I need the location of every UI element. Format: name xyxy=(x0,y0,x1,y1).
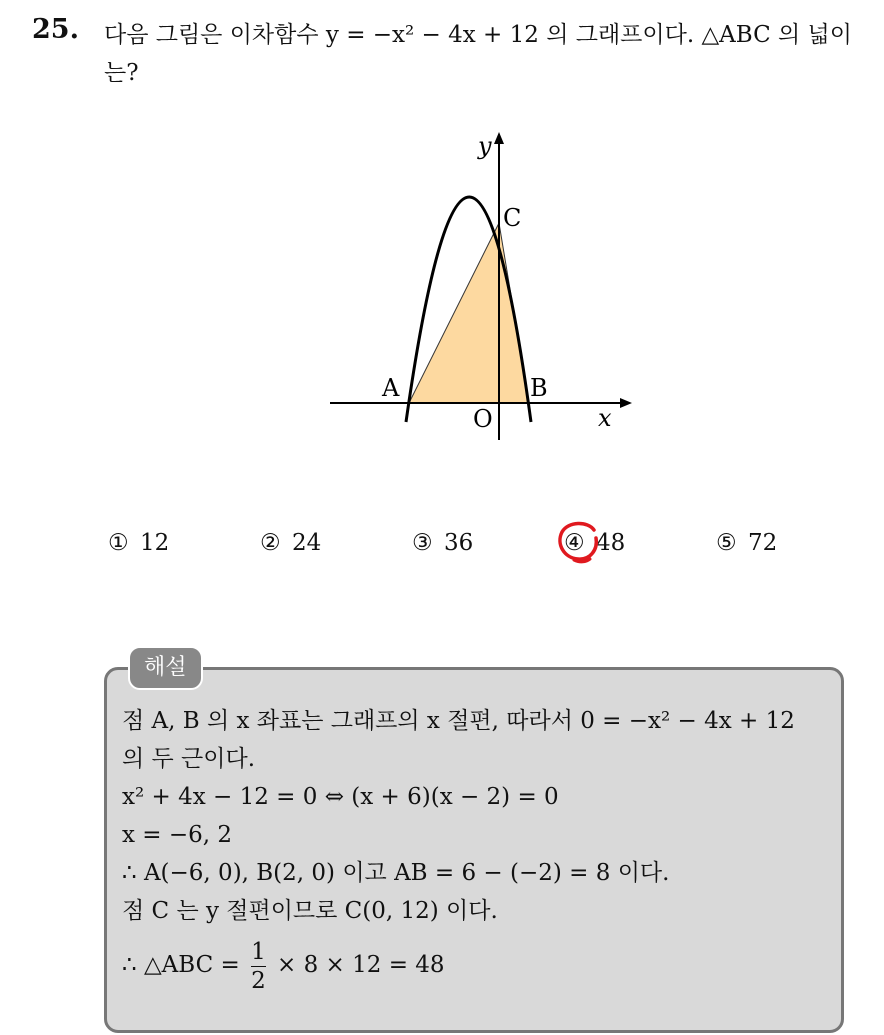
answer-choices xyxy=(108,530,828,566)
question-text: 다음 그림은 이차함수 y = −x² − 4x + 12 의 그래프이다. △ABC 의 넓이는? xyxy=(104,22,852,86)
choice-value: 72 xyxy=(748,530,778,556)
choice-number: ③ xyxy=(412,530,433,556)
choice-1[interactable] xyxy=(108,530,169,556)
choice-value: 36 xyxy=(444,530,474,556)
choice-number: ⑤ xyxy=(716,530,737,556)
solution-line: 점 A, B 의 x 좌표는 그래프의 x 절편, 따라서 0 = −x² − 4x + 12 xyxy=(122,708,795,734)
x-axis-label: x xyxy=(598,404,612,432)
choice-5[interactable] xyxy=(716,530,777,556)
choice-number: ① xyxy=(108,530,129,556)
choice-value: 48 xyxy=(596,530,626,556)
parabola-figure xyxy=(320,120,650,450)
choice-4[interactable] xyxy=(564,530,625,556)
fraction-numerator: 1 xyxy=(251,938,266,965)
solution-line: ∴ A(−6, 0), B(2, 0) 이고 AB = 6 − (−2) = 8 이다. xyxy=(122,860,670,886)
point-b-label: B xyxy=(530,374,548,402)
choice-number: ② xyxy=(260,530,281,556)
final-suffix: × 8 × 12 = 48 xyxy=(277,952,445,978)
fraction xyxy=(251,938,266,995)
triangle-abc xyxy=(409,223,529,403)
origin-label: O xyxy=(473,405,493,433)
solution-final-line xyxy=(122,930,838,1000)
final-prefix: ∴ △ABC = xyxy=(122,952,240,978)
solution-line: x = −6, 2 xyxy=(122,822,233,848)
point-c-label: C xyxy=(503,204,522,232)
point-a-label: A xyxy=(382,374,400,402)
y-axis-arrow-icon xyxy=(494,132,504,144)
solution-line: x² + 4x − 12 = 0 ⇔ (x + 6)(x − 2) = 0 xyxy=(122,784,559,810)
solution-line: 의 두 근이다. xyxy=(122,746,256,772)
x-axis-arrow-icon xyxy=(620,398,632,408)
answer-circle-mark-icon xyxy=(556,518,602,564)
solution-line: 점 C 는 y 절편이므로 C(0, 12) 이다. xyxy=(122,898,498,924)
solution-tag: 해설 xyxy=(128,646,203,690)
question-number: 25. xyxy=(32,14,79,45)
fraction-denominator: 2 xyxy=(251,967,266,994)
choice-2[interactable] xyxy=(260,530,321,556)
choice-number: ④ xyxy=(564,530,585,556)
choice-value: 24 xyxy=(292,530,322,556)
solution-body xyxy=(122,702,838,1000)
choice-3[interactable] xyxy=(412,530,473,556)
y-axis-label: y xyxy=(478,132,492,160)
choice-value: 12 xyxy=(140,530,170,556)
